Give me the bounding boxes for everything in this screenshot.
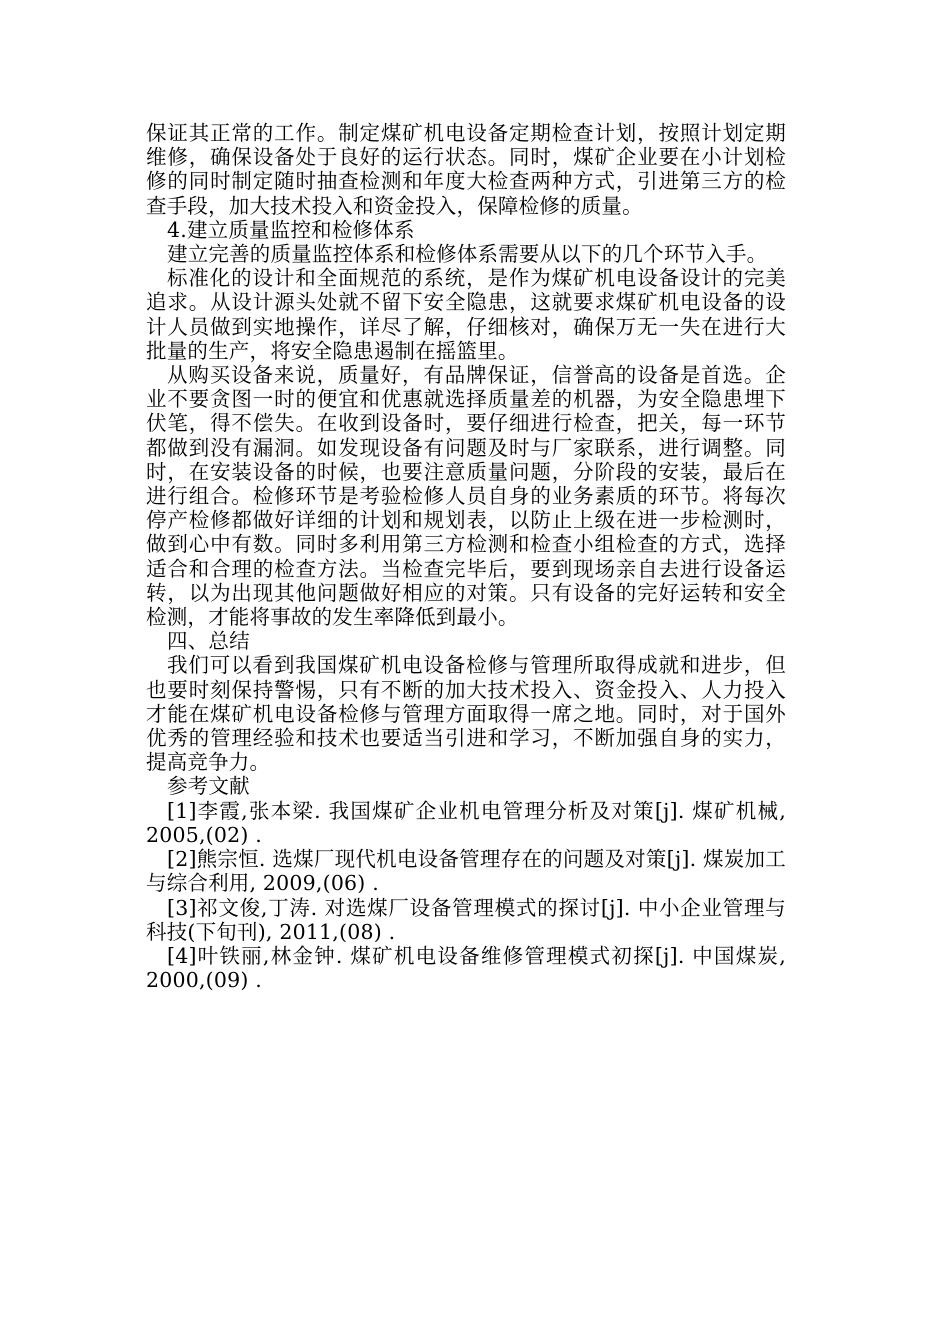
body-paragraph: 标准化的设计和全面规范的系统，是作为煤矿机电设备设计的完美追求。从设计源头处就不留下安全隐患，这就要求煤矿机电设备的设计人员做到实地操作，详尽了解，仔细核对，确保万无一失在进行大批量的生产，将安全隐患遏制在摇篮里。 [146, 266, 786, 363]
body-paragraph: 建立完善的质量监控体系和检修体系需要从以下的几个环节入手。 [167, 242, 768, 267]
reference-item: [1]李霞,张本梁. 我国煤矿企业机电管理分析及对策[j]. 煤矿机械, 2005,(02) . [146, 798, 786, 847]
reference-item: [4]叶铁丽,林金钟. 煤矿机电设备维修管理模式初探[j]. 中国煤炭, 2000,(09) . [146, 943, 786, 993]
section-heading-summary: 四、总结 [167, 629, 250, 654]
reference-item: [3]祁文俊,丁涛. 对选煤厂设备管理模式的探讨[j]. 中小企业管理与科技(下旬刊), 2011,(08) . [146, 895, 786, 944]
references-heading: 参考文献 [167, 774, 250, 799]
section-heading-quality-system: 4.建立质量监控和检修体系 [167, 217, 415, 242]
body-paragraph-continued: 保证其正常的工作。制定煤矿机电设备定期检查计划，按照计划定期维修，确保设备处于良好的运行状态。同时，煤矿企业要在小计划检修的同时制定随时抽查检测和年度大检查两种方式，引进第三方的检查手段，加大技术投入和资金投入，保障检修的质量。 [146, 121, 786, 218]
reference-item: [2]熊宗恒. 选煤厂现代机电设备管理存在的问题及对策[j]. 煤炭加工与综合利用, 2009,(06) . [146, 847, 786, 896]
body-paragraph: 从购买设备来说，质量好，有品牌保证，信誉高的设备是首选。企业不要贪图一时的便宜和优惠就选择质量差的机器，为安全隐患埋下伏笔，得不偿失。在收到设备时，要仔细进行检查，把关，每一环节都做到没有漏洞。如发现设备有问题及时与厂家联系，进行调整。同时，在安装设备的时候，也要注意质量问题，分阶段的安装，最后在进行组合。检修环节是考验检修人员自身的业务素质的环节。将每次停产检修都做好详细的计划和规划表，以防止上级在进一步检测时，做到心中有数。同时多利用第三方检测和检查小组检查的方式，选择适合和合理的检查方法。当检查完毕后，要到现场亲自去进行设备运转，以为出现其他问题做好相应的对策。只有设备的完好运转和安全检测，才能将事故的发生率降低到最小。 [146, 363, 786, 630]
document-page [146, 121, 786, 992]
body-paragraph: 我们可以看到我国煤矿机电设备检修与管理所取得成就和进步，但也要时刻保持警惕，只有不断的加大技术投入、资金投入、人力投入才能在煤矿机电设备检修与管理方面取得一席之地。同时，对于国外优秀的管理经验和技术也要适当引进和学习，不断加强自身的实力，提高竞争力。 [146, 653, 786, 775]
